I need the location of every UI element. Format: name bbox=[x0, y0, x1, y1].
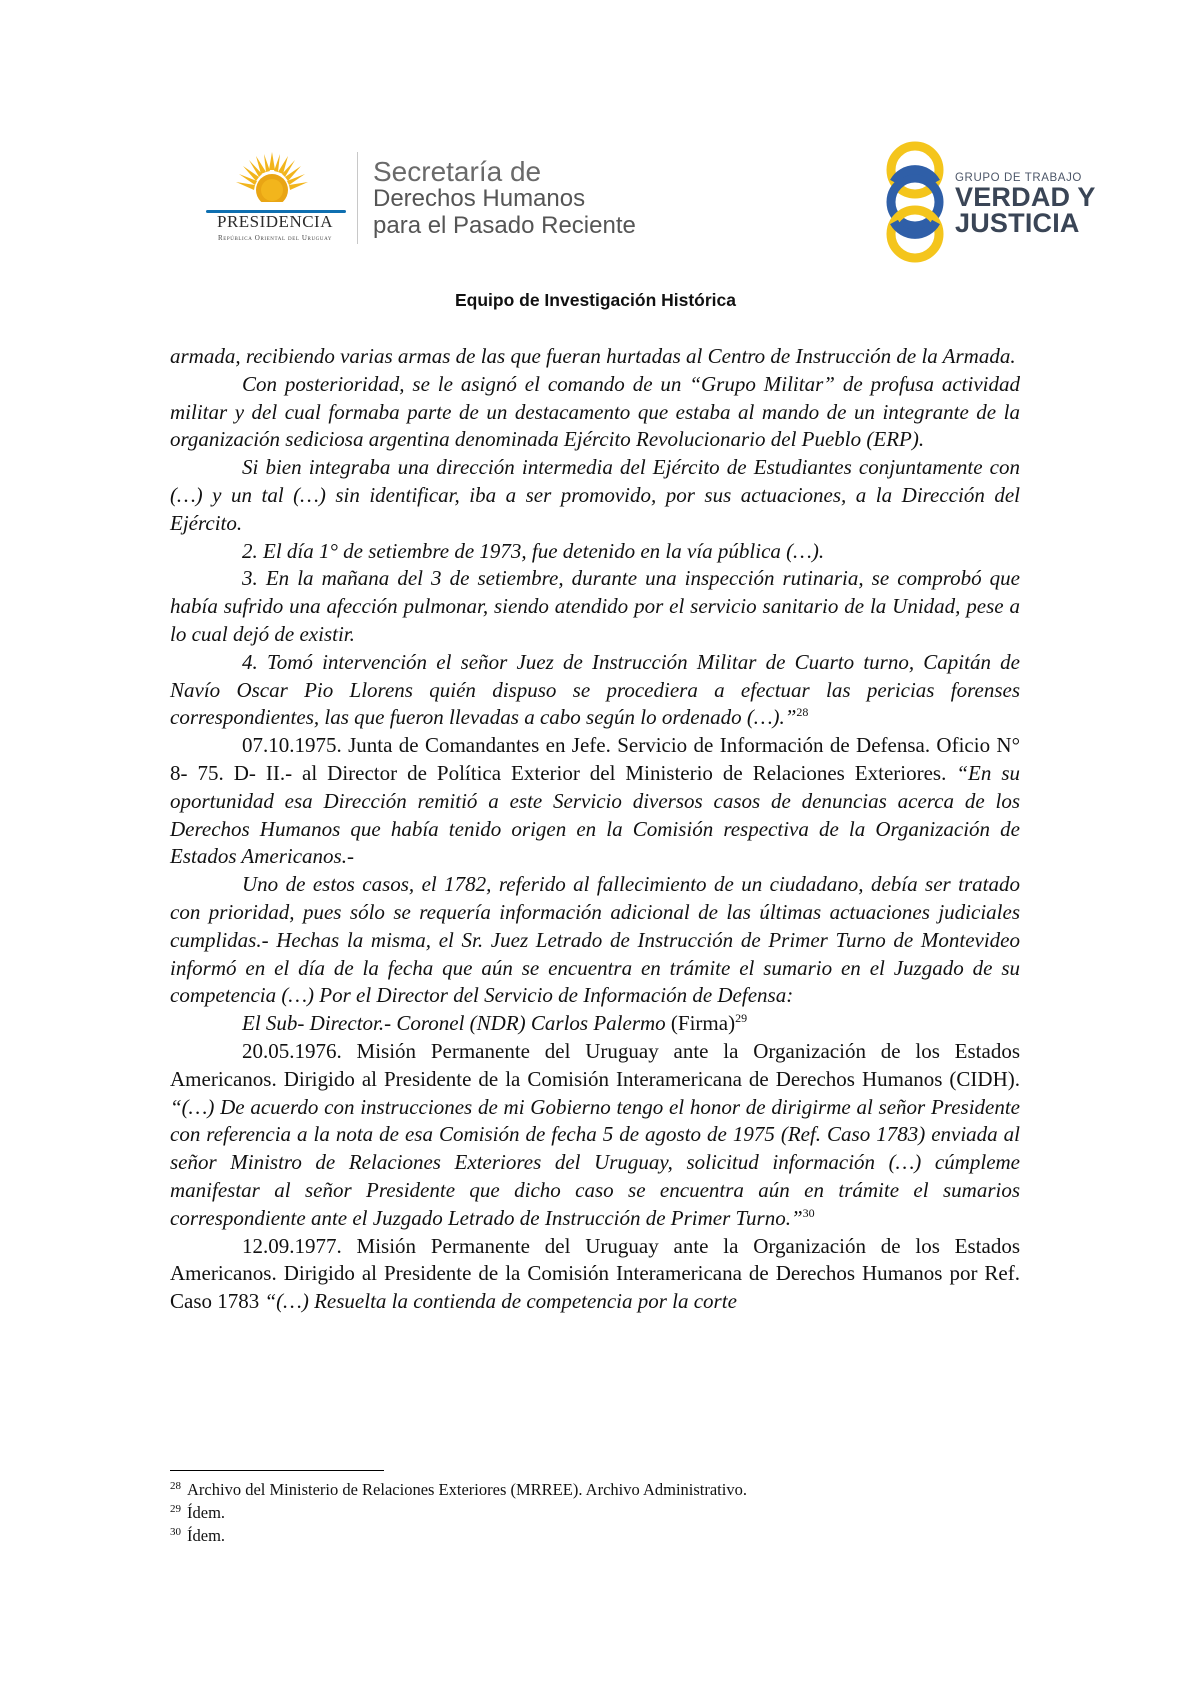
paragraph-4-text: 2. El día 1° de setiembre de 1973, fue detenido en la vía pública (…). bbox=[242, 538, 825, 563]
paragraph-9-signatory: El Sub- Director.- Coronel (NDR) Carlos Palermo bbox=[242, 1011, 666, 1036]
paragraph-10-text: 20.05.1976. Misión Permanente del Uruguay ante la Organización de los Estados Americanos. Dirigido al Presidente de la Comisión Interamericana de Derechos Humanos (CIDH). bbox=[170, 1038, 1020, 1091]
secretaria-line-3: para el Pasado Reciente bbox=[373, 212, 636, 239]
sun-emblem-icon bbox=[234, 150, 310, 210]
footnote-text: Ídem. bbox=[187, 1503, 226, 1522]
paragraph-9-firma: (Firma) bbox=[665, 1011, 736, 1036]
paragraph-4 bbox=[170, 538, 1020, 566]
interlinked-rings-icon bbox=[880, 140, 950, 265]
paragraph-3-text: Si bien integraba una dirección intermedia del Ejército de Estudiantes conjuntamente con (…) y un tal (…) sin identificar, iba a ser promovido, por sus actuaciones, a la Dirección del Ejército. bbox=[170, 455, 1020, 535]
footnotes bbox=[170, 1478, 1020, 1547]
paragraph-11 bbox=[170, 1233, 1020, 1316]
paragraph-2-text: Con posterioridad, se le asignó el comando de un “Grupo Militar” de profusa actividad militar y del cual formaba parte de un destacamento que estaba al mando de un integrante de la organización sediciosa argentina denominada Ejército Revolucionario del Pueblo (ERP). bbox=[170, 371, 1020, 452]
footnote-number: 28 bbox=[170, 1479, 181, 1492]
paragraph-5 bbox=[170, 565, 1020, 648]
footnote-text: Archivo del Ministerio de Relaciones Exteriores (MRREE). Archivo Administrativo. bbox=[187, 1480, 747, 1499]
footnote-29 bbox=[170, 1501, 1020, 1524]
grupo-trabajo-label: GRUPO DE TRABAJO bbox=[955, 172, 1082, 184]
paragraph-7-quote: “En su oportunidad esa Dirección remitió a este Servicio diversos casos de denuncias acerca de los Derechos Humanos que había tenido origen en la Comisión respectiva de la Organización de Estados Americanos.- bbox=[170, 760, 1020, 869]
presidencia-subtitle: República Oriental del Uruguay bbox=[217, 234, 333, 242]
page-header bbox=[0, 0, 1191, 290]
paragraph-1-text: armada, recibiendo varias armas de las que fueran hurtadas al Centro de Instrucción de la Armada. bbox=[170, 344, 1016, 368]
paragraph-5-text: 3. En la mañana del 3 de setiembre, durante una inspección rutinaria, se comprobó que había sufrido una afección pulmonar, siendo atendido por el servicio sanitario de la Unidad, pese a lo cual dejó de existir. bbox=[170, 566, 1020, 646]
paragraph-11-quote: “(…) Resuelta la contienda de competencia por la corte bbox=[264, 1289, 737, 1314]
paragraph-10-quote: “(…) De acuerdo con instrucciones de mi Gobierno tengo el honor de dirigirme al señor Presidente con referencia a la nota de esa Comisión de fecha 5 de agosto de 1975 (Ref. Caso 1783) enviada al señor Ministro de Relaciones Exteriores del Uruguay, solicitud información (…) cúmpleme manifestar al señor Presidente que dicho caso se encuentra aún en trámite el sumarios correspondiente ante el Juzgado Letrado de Instrucción de Primer Turno.” bbox=[170, 1094, 1020, 1230]
paragraph-3 bbox=[170, 454, 1020, 537]
footnote-ref-28[interactable]: 28 bbox=[796, 705, 809, 720]
footnote-ref-30[interactable]: 30 bbox=[802, 1205, 815, 1220]
presidencia-wordmark: PRESIDENCIA bbox=[216, 212, 333, 231]
paragraph-6 bbox=[170, 649, 1020, 732]
footnote-number: 30 bbox=[170, 1525, 181, 1538]
paragraph-2 bbox=[170, 371, 1020, 454]
footnote-separator bbox=[170, 1470, 384, 1471]
footnote-text: Ídem. bbox=[187, 1526, 226, 1545]
paragraph-6-text: 4. Tomó intervención el señor Juez de Instrucción Militar de Cuarto turno, Capitán de Navío Oscar Pio Llorens quién dispuso se procediera a efectuar las pericias forenses correspondientes, las que fueron llevadas a cabo según lo ordenado (…).” bbox=[170, 649, 1020, 730]
paragraph-7-text: 07.10.1975. Junta de Comandantes en Jefe. Servicio de Información de Defensa. Oficio N° 8- 75. D- II.- al Director de Política Exterior del Ministerio de Relaciones Exteriores. bbox=[170, 733, 1020, 785]
paragraph-9 bbox=[170, 1010, 1020, 1038]
paragraph-7 bbox=[170, 732, 1020, 871]
verdad-y-label: VERDAD Y bbox=[955, 182, 1096, 212]
justicia-label: JUSTICIA bbox=[955, 208, 1080, 238]
secretaria-line-1: Secretaría de bbox=[373, 156, 542, 187]
paragraph-8-text: Uno de estos casos, el 1782, referido al fallecimiento de un ciudadano, debía ser tratado con prioridad, pues sólo se requería información adicional de las últimas actuaciones judiciales cumplidas.- Hechas la misma, el Sr. Juez Letrado de Instrucción de Primer Turno de Montevideo informó en el día de la fecha que aún se encuentra en trámite el sumario en el Juzgado de su competencia (…) Por el Director del Servicio de Información de Defensa: bbox=[170, 872, 1020, 1008]
footnote-number: 29 bbox=[170, 1502, 181, 1515]
grupo-trabajo-logo-text bbox=[955, 172, 1096, 236]
footnote-ref-29[interactable]: 29 bbox=[735, 1011, 748, 1026]
paragraph-11-text: 12.09.1977. Misión Permanente del Uruguay ante la Organización de los Estados Americanos. Dirigido al Presidente de la Comisión Interamericana de Derechos Humanos por Ref. Caso 1783 bbox=[170, 1233, 1020, 1314]
logo-divider bbox=[357, 152, 358, 244]
secretaria-line-2: Derechos Humanos bbox=[373, 185, 586, 212]
footnote-30 bbox=[170, 1524, 1020, 1547]
team-title: Equipo de Investigación Histórica bbox=[454, 290, 737, 310]
paragraph-10 bbox=[170, 1038, 1020, 1233]
secretaria-logo-text bbox=[373, 158, 636, 239]
paragraph-1 bbox=[170, 343, 1020, 371]
footnote-28 bbox=[170, 1478, 1020, 1501]
document-body bbox=[170, 343, 1020, 1316]
paragraph-8 bbox=[170, 871, 1020, 1010]
